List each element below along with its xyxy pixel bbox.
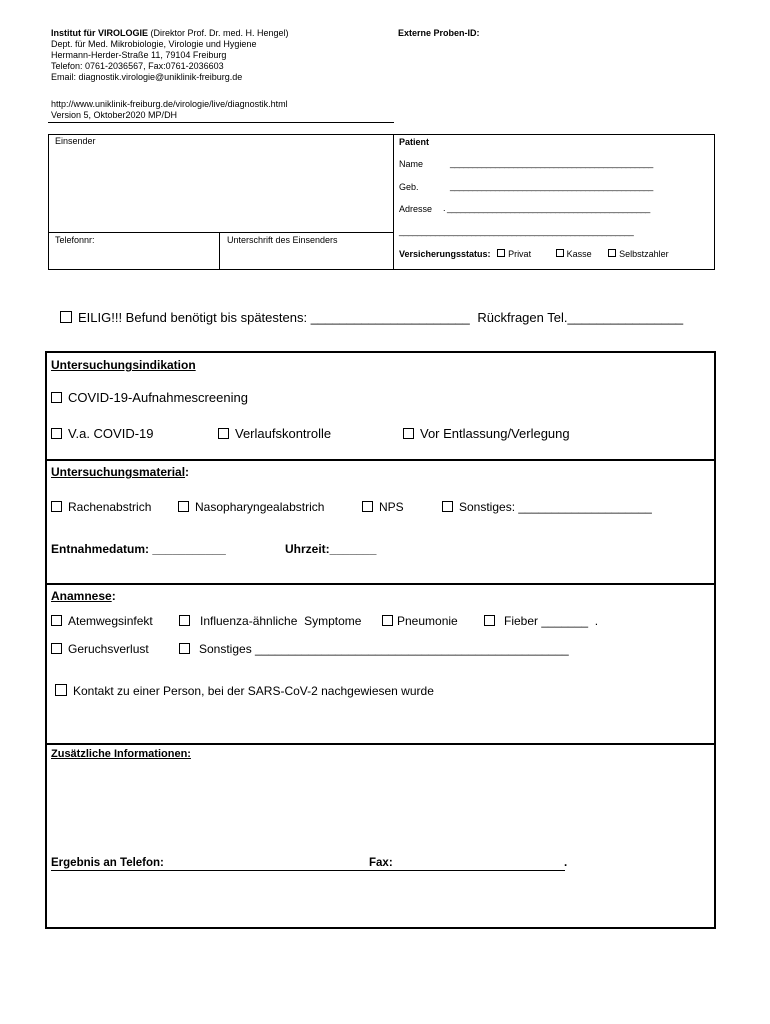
- material-title-suffix: :: [185, 465, 190, 479]
- checkbox[interactable]: [55, 684, 67, 696]
- insurance-private-option[interactable]: [497, 249, 531, 259]
- anamnesis-smell-loss-label: Geruchsverlust: [68, 642, 149, 656]
- institute-name: Institut für VIROLOGIE: [51, 28, 148, 38]
- anamnesis-title-suffix: :: [111, 589, 116, 603]
- patient-title: Patient: [399, 137, 430, 147]
- anamnesis-pneumonia-option[interactable]: [382, 614, 458, 628]
- callback-phone[interactable]: Rückfragen Tel.________________: [477, 310, 684, 325]
- anamnesis-fever-option[interactable]: [484, 614, 598, 628]
- external-sample-id-label: Externe Proben-ID:: [398, 28, 480, 38]
- indication-screening-option[interactable]: [51, 390, 248, 405]
- anamnesis-respiratory-option[interactable]: [51, 614, 153, 628]
- indication-suspected-option[interactable]: [51, 426, 154, 441]
- insurance-public-label: Kasse: [566, 249, 592, 259]
- checkbox[interactable]: [179, 615, 190, 626]
- anamnesis-influenza-label: Influenza-ähnliche Symptome: [200, 614, 362, 628]
- sender-box: [48, 134, 394, 270]
- insurance-selfpay-option[interactable]: [608, 249, 669, 259]
- material-nasopharyngeal-option[interactable]: [178, 500, 324, 514]
- fax-end: .: [564, 857, 568, 869]
- section-divider-3: [45, 743, 716, 745]
- checkbox[interactable]: [442, 501, 453, 512]
- urgent-row: [60, 310, 683, 325]
- section-divider-1: [45, 459, 716, 461]
- header-divider: [48, 122, 394, 123]
- urgent-checkbox[interactable]: [60, 311, 72, 323]
- anamnesis-title-text: Anamnese: [51, 589, 112, 603]
- checkbox[interactable]: [51, 428, 62, 439]
- patient-address-field[interactable]: . _____________________________________________: [443, 203, 650, 213]
- anamnesis-title: [51, 589, 116, 603]
- material-throat-label: Rachenabstrich: [68, 500, 152, 514]
- phone-fax: Telefon: 0761-2036567, Fax:0761-2036603: [51, 61, 224, 71]
- website-url: http://www.uniklinik-freiburg.de/virologie/live/diagnostik.html: [51, 99, 288, 109]
- material-nps-option[interactable]: [362, 500, 404, 514]
- indication-discharge-option[interactable]: [403, 426, 570, 441]
- department: Dept. für Med. Mikrobiologie, Virologie und Hygiene: [51, 39, 257, 49]
- anamnesis-influenza-option[interactable]: [179, 614, 361, 628]
- checkbox[interactable]: [51, 392, 62, 403]
- anamnesis-fever-label: Fieber _______ .: [504, 614, 599, 628]
- checkbox[interactable]: [51, 501, 62, 512]
- institute-header: [51, 28, 381, 83]
- insurance-label: Versicherungsstatus:: [399, 249, 491, 259]
- material-other-label: Sonstiges: ____________________: [459, 500, 652, 514]
- sender-title: Einsender: [55, 136, 96, 146]
- urgent-label: EILIG!!! Befund benötigt bis spätestens: ______________________: [78, 310, 470, 325]
- checkbox[interactable]: [556, 249, 564, 257]
- material-other-option[interactable]: [442, 500, 652, 514]
- insurance-row: [399, 249, 669, 260]
- result-phone-line[interactable]: [51, 870, 565, 871]
- anamnesis-other-option[interactable]: [179, 642, 569, 656]
- checkbox[interactable]: [179, 643, 190, 654]
- checkbox[interactable]: [362, 501, 373, 512]
- material-title-text: Untersuchungsmaterial: [51, 465, 186, 479]
- indication-followup-label: Verlaufskontrolle: [235, 426, 332, 441]
- checkbox[interactable]: [484, 615, 495, 626]
- director: (Direktor Prof. Dr. med. H. Hengel): [150, 28, 289, 38]
- checkbox[interactable]: [382, 615, 393, 626]
- anamnesis-contact-option[interactable]: [55, 684, 434, 698]
- patient-address-label: Adresse: [399, 204, 433, 214]
- insurance-private-label: Privat: [508, 249, 532, 259]
- material-nps-label: NPS: [379, 500, 404, 514]
- insurance-selfpay-label: Selbstzahler: [619, 249, 669, 259]
- patient-name-label: Name: [399, 159, 424, 169]
- checkbox[interactable]: [51, 615, 62, 626]
- checkbox[interactable]: [51, 643, 62, 654]
- sampling-date-field[interactable]: Entnahmedatum: ___________: [51, 542, 226, 556]
- sender-divider: [48, 232, 394, 233]
- checkbox[interactable]: [497, 249, 505, 257]
- anamnesis-pneumonia-label: Pneumonie: [397, 614, 458, 628]
- checkbox[interactable]: [218, 428, 229, 439]
- checkbox[interactable]: [403, 428, 414, 439]
- anamnesis-contact-label: Kontakt zu einer Person, bei der SARS-CoV-2 nachgewiesen wurde: [73, 684, 434, 698]
- patient-name-field[interactable]: _____________________________________________: [450, 158, 653, 168]
- indication-suspected-label: V.a. COVID-19: [68, 426, 154, 441]
- sender-signature-label: Unterschrift des Einsenders: [227, 235, 338, 245]
- checkbox[interactable]: [178, 501, 189, 512]
- material-title: [51, 465, 189, 479]
- anamnesis-other-label: Sonstiges _______________________________________________: [199, 642, 569, 656]
- patient-dob-label: Geb.: [399, 182, 419, 192]
- indication-title: Untersuchungsindikation: [51, 358, 196, 372]
- address: Hermann-Herder-Straße 11, 79104 Freiburg: [51, 50, 227, 60]
- anamnesis-smell-loss-option[interactable]: [51, 642, 149, 656]
- material-throat-option[interactable]: [51, 500, 151, 514]
- insurance-public-option[interactable]: [556, 249, 592, 259]
- patient-address-field-2[interactable]: ____________________________________________________: [399, 226, 634, 236]
- patient-dob-field[interactable]: _____________________________________________: [450, 181, 653, 191]
- email: Email: diagnostik.virologie@uniklinik-freiburg.de: [51, 72, 243, 82]
- indication-screening-label: COVID-19-Aufnahmescreening: [68, 390, 248, 405]
- indication-followup-option[interactable]: [218, 426, 331, 441]
- sender-phone-label: Telefonnr:: [55, 235, 95, 245]
- anamnesis-respiratory-label: Atemwegsinfekt: [68, 614, 153, 628]
- version-label: Version 5, Oktober2020 MP/DH: [51, 110, 178, 120]
- additional-info-title: Zusätzliche Informationen:: [51, 748, 191, 760]
- checkbox[interactable]: [608, 249, 616, 257]
- result-phone-label: Ergebnis an Telefon:: [51, 857, 164, 869]
- indication-discharge-label: Vor Entlassung/Verlegung: [420, 426, 570, 441]
- fax-label: Fax:: [369, 857, 393, 869]
- sender-vdivider: [219, 232, 220, 270]
- sampling-time-field[interactable]: Uhrzeit:_______: [285, 542, 377, 556]
- material-nasopharyngeal-label: Nasopharyngealabstrich: [195, 500, 325, 514]
- section-divider-2: [45, 583, 716, 585]
